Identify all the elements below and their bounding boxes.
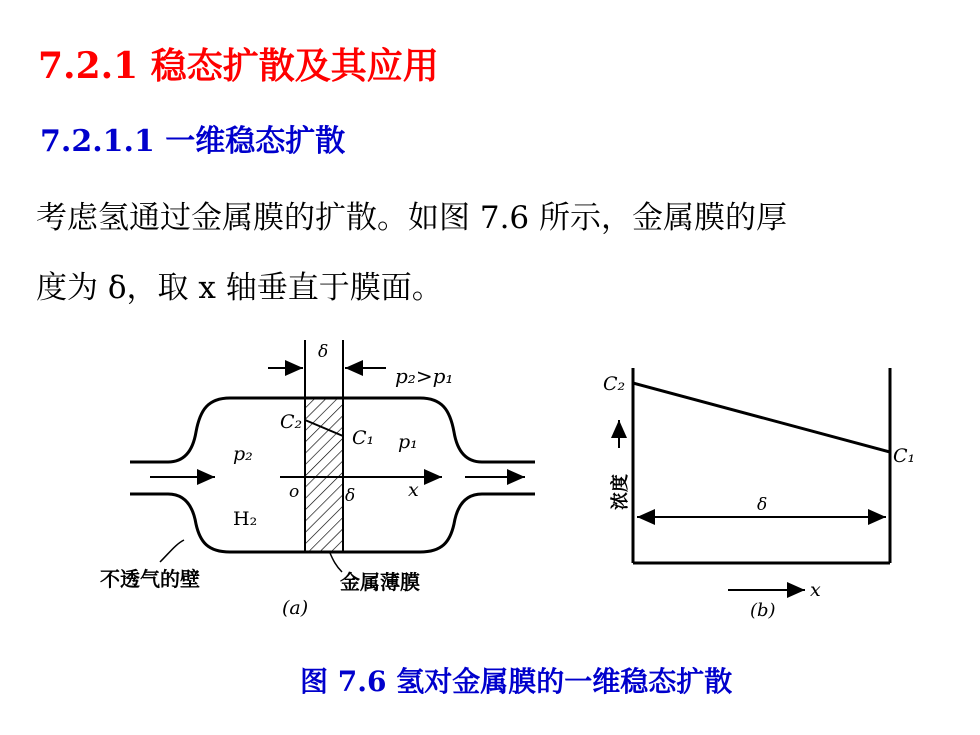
x-axis-label-b: x <box>810 579 821 601</box>
c2-label-b: C₂ <box>603 373 626 395</box>
delta-top-label: δ <box>318 342 329 362</box>
figure-caption: 图 7.6 氢对金属膜的一维稳态扩散 <box>300 665 733 698</box>
origin-label: o <box>289 482 300 502</box>
c1-label-a: C₁ <box>352 427 375 449</box>
paragraph-line-2: 度为 δ，取 x 轴垂直于膜面。 <box>36 270 443 306</box>
delta-label-b: δ <box>757 495 768 515</box>
y-axis-label-b: 浓度 <box>610 474 631 510</box>
x-axis-label-a: x <box>408 479 419 501</box>
membrane-label: 金属薄膜 <box>340 570 420 594</box>
p2-label: p₂ <box>233 443 253 465</box>
c1-label-b: C₁ <box>893 445 916 467</box>
panel-a-label: (a) <box>282 597 309 619</box>
concentration-line <box>633 383 890 452</box>
section-heading: 7.2.1 稳态扩散及其应用 <box>38 45 439 87</box>
figure-b <box>603 368 915 621</box>
h2-label: H₂ <box>233 508 258 530</box>
subsection-heading: 7.2.1.1 一维稳态扩散 <box>40 124 346 159</box>
panel-b-label: (b) <box>750 600 776 621</box>
metal-membrane <box>305 398 343 552</box>
delta-axis-label: δ <box>345 486 356 506</box>
pressure-relation-label: p₂>p₁ <box>395 364 454 388</box>
paragraph-line-1: 考虑氢通过金属膜的扩散。如图 7.6 所示，金属膜的厚 <box>36 200 788 236</box>
p1-label: p₁ <box>398 431 418 453</box>
figure-a <box>100 340 535 619</box>
wall-label: 不透气的壁 <box>100 567 200 591</box>
c2-label-a: C₂ <box>280 411 303 433</box>
